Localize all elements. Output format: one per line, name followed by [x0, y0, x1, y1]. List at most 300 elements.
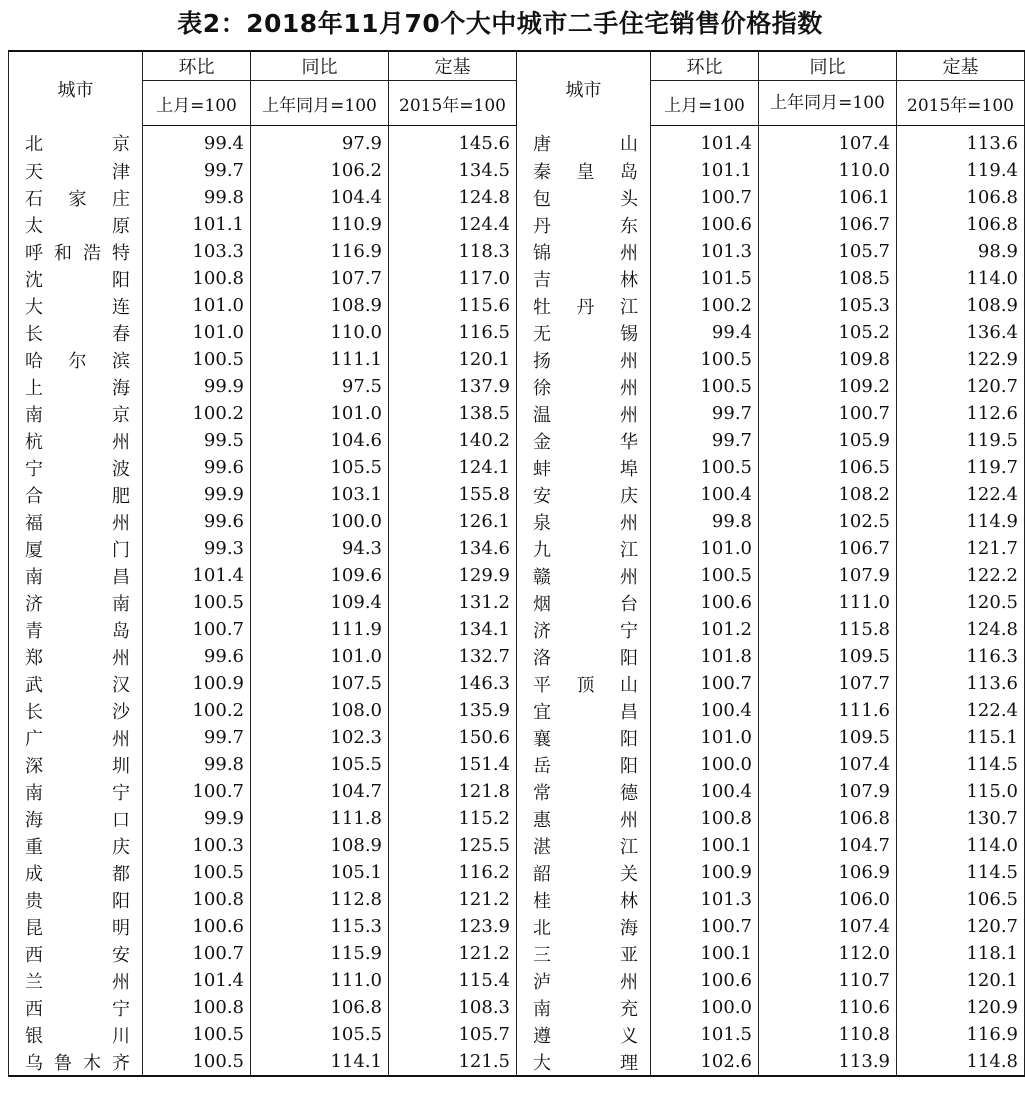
table-row — [9, 643, 1025, 670]
mom-value: 100.4 — [651, 481, 759, 508]
fixed-base-value: 125.5 — [389, 832, 517, 859]
fixed-base-value: 116.3 — [897, 643, 1025, 670]
yoy-value: 104.7 — [759, 832, 897, 859]
table-row — [9, 157, 1025, 184]
yoy-value: 103.1 — [251, 481, 389, 508]
mom-value: 100.5 — [651, 373, 759, 400]
mom-value: 100.0 — [651, 994, 759, 1021]
city-cell: 湛江 — [517, 832, 651, 859]
city-cell: 西宁 — [9, 994, 143, 1021]
yoy-value: 107.7 — [251, 265, 389, 292]
yoy-value: 106.0 — [759, 886, 897, 913]
fixed-base-value: 121.5 — [389, 1048, 517, 1076]
yoy-value: 100.0 — [251, 508, 389, 535]
fixed-base-value: 116.9 — [897, 1021, 1025, 1048]
city-cell: 烟台 — [517, 589, 651, 616]
yoy-value: 101.0 — [251, 400, 389, 427]
city-cell: 秦皇岛 — [517, 157, 651, 184]
city-cell: 南京 — [9, 400, 143, 427]
fixed-base-value: 98.9 — [897, 238, 1025, 265]
table-body — [9, 126, 1025, 1077]
fixed-base-value: 120.7 — [897, 373, 1025, 400]
city-cell: 唐山 — [517, 126, 651, 158]
mom-value: 100.9 — [651, 859, 759, 886]
yoy-value: 108.2 — [759, 481, 897, 508]
fixed-base-value: 131.2 — [389, 589, 517, 616]
mom-value: 99.3 — [143, 535, 251, 562]
mom-header: 环比 — [651, 51, 759, 81]
fixed-base-value: 119.5 — [897, 427, 1025, 454]
mom-value: 100.5 — [651, 562, 759, 589]
city-cell: 韶关 — [517, 859, 651, 886]
city-cell: 太原 — [9, 211, 143, 238]
city-cell: 宜昌 — [517, 697, 651, 724]
fixed-base-value: 155.8 — [389, 481, 517, 508]
city-cell: 南昌 — [9, 562, 143, 589]
city-cell: 长沙 — [9, 697, 143, 724]
mom-value: 101.0 — [651, 535, 759, 562]
yoy-value: 105.5 — [251, 1021, 389, 1048]
city-column-header: 城市 — [517, 51, 651, 126]
yoy-value: 110.8 — [759, 1021, 897, 1048]
price-index-table — [8, 50, 1025, 1077]
mom-value: 101.4 — [651, 126, 759, 158]
mom-value: 101.0 — [143, 319, 251, 346]
yoy-value: 105.5 — [251, 751, 389, 778]
mom-value: 100.2 — [143, 697, 251, 724]
city-cell: 北海 — [517, 913, 651, 940]
table-row — [9, 562, 1025, 589]
city-cell: 锦州 — [517, 238, 651, 265]
yoy-value: 111.9 — [251, 616, 389, 643]
city-cell: 合肥 — [9, 481, 143, 508]
city-cell: 宁波 — [9, 454, 143, 481]
mom-base-label: 上月=100 — [143, 81, 251, 126]
city-cell: 安庆 — [517, 481, 651, 508]
yoy-value: 105.2 — [759, 319, 897, 346]
yoy-value: 106.7 — [759, 211, 897, 238]
mom-value: 100.2 — [143, 400, 251, 427]
city-cell: 大连 — [9, 292, 143, 319]
fixed-base-value: 120.1 — [389, 346, 517, 373]
mom-value: 101.4 — [143, 562, 251, 589]
fixed-base-value: 135.9 — [389, 697, 517, 724]
table-row — [9, 832, 1025, 859]
fixed-base-value: 129.9 — [389, 562, 517, 589]
yoy-value: 107.9 — [759, 778, 897, 805]
fixed-base-value: 114.9 — [897, 508, 1025, 535]
mom-value: 100.4 — [651, 697, 759, 724]
yoy-value: 110.9 — [251, 211, 389, 238]
mom-value: 101.8 — [651, 643, 759, 670]
city-cell: 桂林 — [517, 886, 651, 913]
table-row — [9, 265, 1025, 292]
fixed-base-header: 定基 — [897, 51, 1025, 81]
yoy-value: 102.5 — [759, 508, 897, 535]
fixed-base-value: 126.1 — [389, 508, 517, 535]
yoy-value: 115.3 — [251, 913, 389, 940]
mom-value: 100.5 — [143, 859, 251, 886]
table-row — [9, 778, 1025, 805]
city-cell: 泸州 — [517, 967, 651, 994]
table-row — [9, 994, 1025, 1021]
fixed-base-value: 115.1 — [897, 724, 1025, 751]
fixed-base-value: 118.3 — [389, 238, 517, 265]
fixed-base-value: 134.1 — [389, 616, 517, 643]
fixed-base-label: 2015年=100 — [897, 81, 1025, 126]
yoy-value: 109.2 — [759, 373, 897, 400]
mom-value: 99.4 — [143, 126, 251, 158]
city-cell: 成都 — [9, 859, 143, 886]
mom-value: 100.1 — [651, 940, 759, 967]
yoy-value: 105.7 — [759, 238, 897, 265]
yoy-value: 111.0 — [251, 967, 389, 994]
city-cell: 洛阳 — [517, 643, 651, 670]
mom-value: 102.6 — [651, 1048, 759, 1076]
fixed-base-value: 124.1 — [389, 454, 517, 481]
mom-value: 100.5 — [143, 1021, 251, 1048]
fixed-base-value: 146.3 — [389, 670, 517, 697]
yoy-value: 104.4 — [251, 184, 389, 211]
table-row — [9, 616, 1025, 643]
yoy-value: 106.5 — [759, 454, 897, 481]
city-cell: 武汉 — [9, 670, 143, 697]
mom-value: 101.3 — [651, 238, 759, 265]
city-cell: 石家庄 — [9, 184, 143, 211]
yoy-value: 108.9 — [251, 832, 389, 859]
mom-value: 101.0 — [143, 292, 251, 319]
city-cell: 深圳 — [9, 751, 143, 778]
city-cell: 西安 — [9, 940, 143, 967]
city-cell: 上海 — [9, 373, 143, 400]
fixed-base-value: 112.6 — [897, 400, 1025, 427]
yoy-value: 107.4 — [759, 913, 897, 940]
city-cell: 兰州 — [9, 967, 143, 994]
table-header — [9, 51, 1025, 126]
yoy-value: 101.0 — [251, 643, 389, 670]
city-cell: 包头 — [517, 184, 651, 211]
fixed-base-value: 115.2 — [389, 805, 517, 832]
city-cell: 惠州 — [517, 805, 651, 832]
yoy-value: 106.2 — [251, 157, 389, 184]
yoy-value: 107.4 — [759, 751, 897, 778]
mom-value: 99.9 — [143, 805, 251, 832]
table-row — [9, 724, 1025, 751]
yoy-value: 105.5 — [251, 454, 389, 481]
city-cell: 杭州 — [9, 427, 143, 454]
table-row — [9, 184, 1025, 211]
city-cell: 济南 — [9, 589, 143, 616]
yoy-value: 97.9 — [251, 126, 389, 158]
yoy-value: 111.1 — [251, 346, 389, 373]
city-cell: 福州 — [9, 508, 143, 535]
city-cell: 乌鲁木齐 — [9, 1048, 143, 1076]
city-cell: 温州 — [517, 400, 651, 427]
fixed-base-value: 113.6 — [897, 126, 1025, 158]
city-cell: 扬州 — [517, 346, 651, 373]
yoy-value: 105.3 — [759, 292, 897, 319]
yoy-value: 102.3 — [251, 724, 389, 751]
fixed-base-value: 114.8 — [897, 1048, 1025, 1076]
mom-header: 环比 — [143, 51, 251, 81]
mom-value: 99.7 — [651, 427, 759, 454]
fixed-base-value: 121.2 — [389, 886, 517, 913]
mom-value: 100.7 — [651, 184, 759, 211]
city-cell: 重庆 — [9, 832, 143, 859]
mom-value: 99.6 — [143, 454, 251, 481]
mom-value: 101.5 — [651, 265, 759, 292]
fixed-base-value: 117.0 — [389, 265, 517, 292]
table-row — [9, 913, 1025, 940]
city-cell: 贵阳 — [9, 886, 143, 913]
yoy-value: 114.1 — [251, 1048, 389, 1076]
fixed-base-value: 108.9 — [897, 292, 1025, 319]
fixed-base-value: 114.5 — [897, 751, 1025, 778]
table-row — [9, 427, 1025, 454]
yoy-value: 108.9 — [251, 292, 389, 319]
mom-value: 100.7 — [143, 616, 251, 643]
city-cell: 蚌埠 — [517, 454, 651, 481]
mom-value: 100.7 — [651, 670, 759, 697]
fixed-base-label: 2015年=100 — [389, 81, 517, 126]
city-cell: 丹东 — [517, 211, 651, 238]
fixed-base-value: 138.5 — [389, 400, 517, 427]
city-cell: 无锡 — [517, 319, 651, 346]
city-cell: 三亚 — [517, 940, 651, 967]
mom-value: 100.8 — [143, 886, 251, 913]
mom-value: 100.5 — [143, 1048, 251, 1076]
yoy-value: 116.9 — [251, 238, 389, 265]
city-cell: 长春 — [9, 319, 143, 346]
mom-value: 99.6 — [143, 643, 251, 670]
mom-value: 99.8 — [143, 184, 251, 211]
mom-value: 99.9 — [143, 373, 251, 400]
city-cell: 天津 — [9, 157, 143, 184]
mom-value: 100.6 — [651, 589, 759, 616]
fixed-base-value: 115.6 — [389, 292, 517, 319]
mom-value: 100.1 — [651, 832, 759, 859]
table-row — [9, 481, 1025, 508]
mom-value: 100.8 — [143, 265, 251, 292]
mom-value: 100.6 — [143, 913, 251, 940]
yoy-value: 108.5 — [759, 265, 897, 292]
table-row — [9, 967, 1025, 994]
mom-value: 101.4 — [143, 967, 251, 994]
table-row — [9, 751, 1025, 778]
yoy-value: 106.7 — [759, 535, 897, 562]
mom-base-label: 上月=100 — [651, 81, 759, 126]
city-cell: 哈尔滨 — [9, 346, 143, 373]
yoy-value: 111.6 — [759, 697, 897, 724]
yoy-value: 109.8 — [759, 346, 897, 373]
city-cell: 岳阳 — [517, 751, 651, 778]
table-title: 表2：2018年11月70个大中城市二手住宅销售价格指数 — [177, 9, 823, 38]
mom-value: 101.0 — [651, 724, 759, 751]
yoy-value: 112.0 — [759, 940, 897, 967]
yoy-value: 106.9 — [759, 859, 897, 886]
mom-value: 100.5 — [143, 346, 251, 373]
fixed-base-value: 114.0 — [897, 265, 1025, 292]
city-cell: 泉州 — [517, 508, 651, 535]
mom-value: 100.4 — [651, 778, 759, 805]
yoy-value: 106.8 — [759, 805, 897, 832]
mom-value: 99.8 — [143, 751, 251, 778]
yoy-header: 同比 — [251, 51, 389, 81]
city-cell: 海口 — [9, 805, 143, 832]
mom-value: 100.0 — [651, 751, 759, 778]
city-cell: 沈阳 — [9, 265, 143, 292]
fixed-base-value: 124.4 — [389, 211, 517, 238]
yoy-value: 94.3 — [251, 535, 389, 562]
table-row — [9, 1021, 1025, 1048]
yoy-value: 110.0 — [251, 319, 389, 346]
city-cell: 呼和浩特 — [9, 238, 143, 265]
fixed-base-value: 115.4 — [389, 967, 517, 994]
table-row — [9, 805, 1025, 832]
mom-value: 100.6 — [651, 211, 759, 238]
city-cell: 襄阳 — [517, 724, 651, 751]
table-row — [9, 454, 1025, 481]
city-cell: 昆明 — [9, 913, 143, 940]
fixed-base-value: 136.4 — [897, 319, 1025, 346]
city-cell: 吉林 — [517, 265, 651, 292]
table-row — [9, 1048, 1025, 1076]
mom-value: 100.9 — [143, 670, 251, 697]
fixed-base-value: 140.2 — [389, 427, 517, 454]
fixed-base-value: 108.3 — [389, 994, 517, 1021]
yoy-value: 105.9 — [759, 427, 897, 454]
fixed-base-value: 122.4 — [897, 697, 1025, 724]
yoy-value: 110.7 — [759, 967, 897, 994]
yoy-value: 109.5 — [759, 724, 897, 751]
table-row — [9, 400, 1025, 427]
fixed-base-value: 118.1 — [897, 940, 1025, 967]
table-row — [9, 238, 1025, 265]
table-row — [9, 508, 1025, 535]
yoy-value: 115.8 — [759, 616, 897, 643]
city-cell: 郑州 — [9, 643, 143, 670]
city-cell: 南宁 — [9, 778, 143, 805]
city-cell: 常德 — [517, 778, 651, 805]
fixed-base-value: 106.5 — [897, 886, 1025, 913]
fixed-base-value: 119.4 — [897, 157, 1025, 184]
fixed-base-value: 150.6 — [389, 724, 517, 751]
table-row — [9, 697, 1025, 724]
yoy-value: 107.7 — [759, 670, 897, 697]
city-cell: 九江 — [517, 535, 651, 562]
table-row — [9, 292, 1025, 319]
mom-value: 99.7 — [143, 157, 251, 184]
mom-value: 99.9 — [143, 481, 251, 508]
table-row — [9, 373, 1025, 400]
yoy-value: 104.7 — [251, 778, 389, 805]
mom-value: 101.3 — [651, 886, 759, 913]
fixed-base-value: 145.6 — [389, 126, 517, 158]
fixed-base-value: 120.9 — [897, 994, 1025, 1021]
city-cell: 大理 — [517, 1048, 651, 1076]
fixed-base-value: 134.5 — [389, 157, 517, 184]
yoy-value: 97.5 — [251, 373, 389, 400]
table-row — [9, 126, 1025, 158]
table-row — [9, 319, 1025, 346]
table-row — [9, 535, 1025, 562]
mom-value: 99.8 — [651, 508, 759, 535]
fixed-base-value: 134.6 — [389, 535, 517, 562]
fixed-base-value: 120.1 — [897, 967, 1025, 994]
table-row — [9, 670, 1025, 697]
fixed-base-value: 113.6 — [897, 670, 1025, 697]
yoy-value: 107.9 — [759, 562, 897, 589]
mom-value: 100.6 — [651, 967, 759, 994]
fixed-base-value: 119.7 — [897, 454, 1025, 481]
yoy-value: 113.9 — [759, 1048, 897, 1076]
yoy-value: 111.8 — [251, 805, 389, 832]
city-cell: 金华 — [517, 427, 651, 454]
yoy-value: 109.6 — [251, 562, 389, 589]
fixed-base-value: 120.5 — [897, 589, 1025, 616]
yoy-value: 104.6 — [251, 427, 389, 454]
table-row — [9, 211, 1025, 238]
fixed-base-value: 115.0 — [897, 778, 1025, 805]
city-cell: 广州 — [9, 724, 143, 751]
fixed-base-value: 106.8 — [897, 211, 1025, 238]
city-cell: 青岛 — [9, 616, 143, 643]
mom-value: 101.1 — [143, 211, 251, 238]
yoy-value: 112.8 — [251, 886, 389, 913]
mom-value: 100.5 — [143, 589, 251, 616]
yoy-value: 110.0 — [759, 157, 897, 184]
mom-value: 99.5 — [143, 427, 251, 454]
mom-value: 99.7 — [651, 400, 759, 427]
mom-value: 100.8 — [651, 805, 759, 832]
table-row — [9, 886, 1025, 913]
mom-value: 101.2 — [651, 616, 759, 643]
mom-value: 101.5 — [651, 1021, 759, 1048]
yoy-value: 105.1 — [251, 859, 389, 886]
yoy-base-label: 上年同月=100 — [251, 81, 389, 126]
city-cell: 南充 — [517, 994, 651, 1021]
fixed-base-value: 122.2 — [897, 562, 1025, 589]
fixed-base-value: 137.9 — [389, 373, 517, 400]
yoy-value: 111.0 — [759, 589, 897, 616]
fixed-base-value: 151.4 — [389, 751, 517, 778]
fixed-base-value: 116.2 — [389, 859, 517, 886]
city-column-header: 城市 — [9, 51, 143, 126]
city-cell: 平顶山 — [517, 670, 651, 697]
mom-value: 99.7 — [143, 724, 251, 751]
mom-value: 100.8 — [143, 994, 251, 1021]
mom-value: 100.5 — [651, 454, 759, 481]
city-cell: 牡丹江 — [517, 292, 651, 319]
city-cell: 徐州 — [517, 373, 651, 400]
fixed-base-value: 123.9 — [389, 913, 517, 940]
yoy-value: 107.5 — [251, 670, 389, 697]
mom-value: 100.3 — [143, 832, 251, 859]
city-cell: 银川 — [9, 1021, 143, 1048]
fixed-base-value: 121.2 — [389, 940, 517, 967]
mom-value: 100.5 — [651, 346, 759, 373]
yoy-value: 107.4 — [759, 126, 897, 158]
fixed-base-value: 120.7 — [897, 913, 1025, 940]
mom-value: 101.1 — [651, 157, 759, 184]
mom-value: 100.2 — [651, 292, 759, 319]
yoy-base-label: 上年同月=100 — [759, 81, 897, 126]
table-row — [9, 859, 1025, 886]
city-cell: 厦门 — [9, 535, 143, 562]
fixed-base-value: 122.4 — [897, 481, 1025, 508]
yoy-value: 100.7 — [759, 400, 897, 427]
fixed-base-value: 105.7 — [389, 1021, 517, 1048]
